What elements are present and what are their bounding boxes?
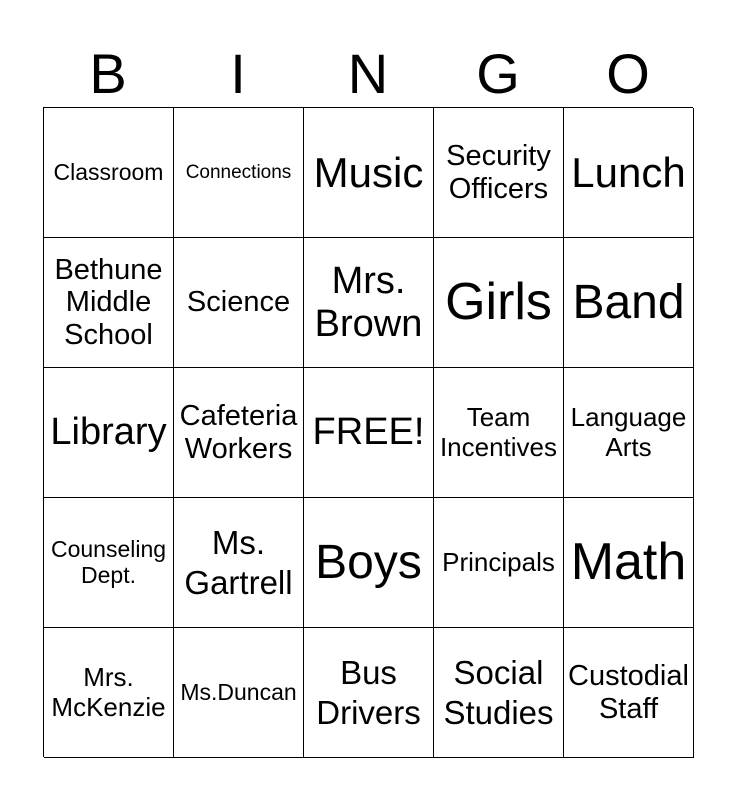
cell-label: Music (313, 148, 424, 196)
header-letter-b: B (89, 42, 127, 105)
bingo-cell[interactable] (434, 238, 564, 368)
cell-label: Social Studies (443, 653, 554, 731)
bingo-cell[interactable] (434, 368, 564, 498)
cell-label: Mrs. McKenzie (51, 662, 166, 722)
cell-label: Band (572, 275, 685, 329)
cell-label: Team Incentives (439, 402, 558, 462)
cell-label: Language Arts (570, 402, 687, 462)
bingo-cell[interactable] (44, 238, 174, 368)
cell-label: Boys (315, 535, 422, 589)
cell-label: Mrs. Brown (314, 259, 423, 345)
bingo-cell[interactable] (174, 108, 304, 238)
bingo-cell[interactable] (174, 238, 304, 368)
cell-label: Lunch (571, 148, 686, 196)
cell-label: Principals (442, 546, 555, 577)
cell-label: Ms.Duncan (180, 678, 297, 705)
cell-label: Cafeteria Workers (179, 400, 298, 465)
bingo-cell[interactable] (564, 238, 694, 368)
header-letter-o: O (606, 42, 650, 105)
bingo-cell[interactable] (174, 498, 304, 628)
bingo-cell[interactable] (44, 498, 174, 628)
cell-label: Classroom (53, 158, 164, 185)
free-space-cell[interactable] (304, 368, 434, 498)
bingo-cell[interactable] (564, 498, 694, 628)
bingo-cell[interactable] (304, 108, 434, 238)
header-letter-i: I (230, 42, 246, 105)
bingo-cell[interactable] (434, 628, 564, 758)
header-letter-n: N (347, 42, 389, 105)
bingo-cell[interactable] (434, 108, 564, 238)
free-space-label: FREE! (312, 411, 425, 454)
cell-label: Security Officers (446, 140, 551, 205)
bingo-cell[interactable] (564, 108, 694, 238)
bingo-cell[interactable] (304, 498, 434, 628)
cell-label: Girls (445, 273, 552, 332)
cell-label: Connections (185, 161, 292, 183)
cell-label: Bethune Middle School (54, 253, 163, 351)
bingo-cell[interactable] (44, 628, 174, 758)
cell-label: Library (50, 411, 167, 454)
cell-label: Math (570, 533, 687, 592)
bingo-cell[interactable] (304, 238, 434, 368)
bingo-header (43, 40, 693, 108)
bingo-cell[interactable] (434, 498, 564, 628)
cell-label: Science (186, 286, 291, 319)
header-letter-g: G (476, 42, 520, 105)
bingo-cell[interactable] (174, 368, 304, 498)
bingo-cell[interactable] (44, 368, 174, 498)
bingo-cell[interactable] (44, 108, 174, 238)
cell-label: Ms. Gartrell (184, 523, 293, 601)
bingo-cell[interactable] (304, 628, 434, 758)
bingo-cell[interactable] (564, 628, 694, 758)
cell-label: Custodial Staff (568, 660, 689, 725)
cell-label: Bus Drivers (316, 653, 421, 731)
bingo-card (43, 107, 693, 757)
bingo-cell[interactable] (564, 368, 694, 498)
cell-label: Counseling Dept. (50, 535, 167, 588)
bingo-cell[interactable] (174, 628, 304, 758)
